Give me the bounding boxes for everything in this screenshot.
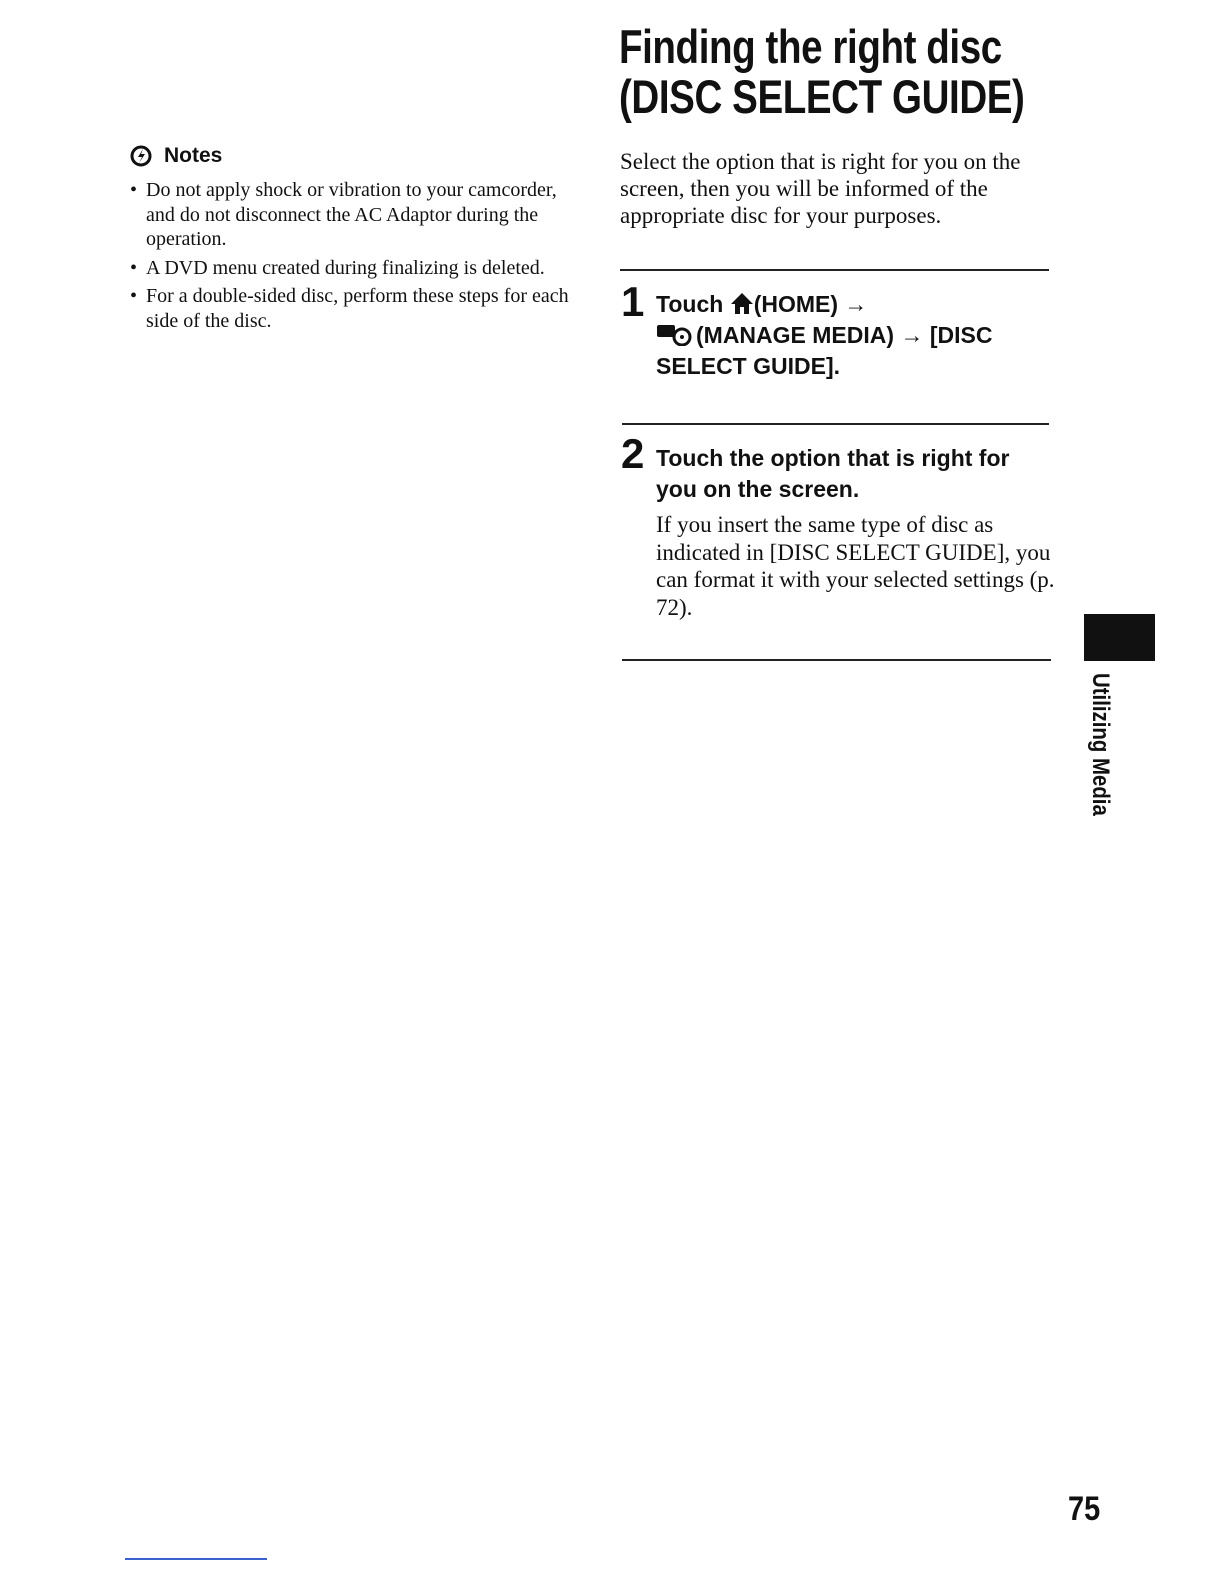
manage-media-icon bbox=[656, 322, 696, 346]
divider bbox=[622, 659, 1051, 661]
title-line-1: Finding the right disc bbox=[619, 20, 1002, 73]
home-icon bbox=[730, 291, 754, 315]
notes-section bbox=[130, 144, 570, 337]
step-2-instruction bbox=[656, 443, 1076, 505]
intro-paragraph: Select the option that is right for you on the screen, then you will be informed of the appropriate disc for your purposes. bbox=[620, 149, 1021, 228]
step-1-manage: (MANAGE MEDIA) bbox=[696, 322, 895, 348]
section-tab-text: Utilizing Media bbox=[1087, 673, 1114, 816]
step-2-line-2: you on the screen. bbox=[656, 476, 860, 502]
step-1-target-b: SELECT GUIDE]. bbox=[656, 353, 841, 379]
divider bbox=[620, 269, 1049, 271]
step-1-target-a: [DISC bbox=[929, 322, 993, 348]
step-1-touch: Touch bbox=[656, 291, 724, 317]
step-2-body: If you insert the same type of disc as indicated in [DISC SELECT GUIDE], you can format it with your selected settings (p. 72). bbox=[656, 512, 1055, 620]
note-item: • For a double-sided disc, perform these steps for each side of the disc. bbox=[130, 284, 570, 333]
step-1-instruction bbox=[656, 289, 1056, 382]
step-2-number: 2 bbox=[621, 430, 645, 477]
step-1-number: 1 bbox=[621, 278, 645, 325]
step-2-line-1: Touch the option that is right for bbox=[656, 445, 1010, 471]
footer-link-underline[interactable] bbox=[125, 1558, 267, 1560]
section-tab-label bbox=[1086, 673, 1112, 828]
arrow-icon: → bbox=[844, 291, 868, 317]
page-title bbox=[619, 22, 1078, 122]
step-1-home: (HOME) bbox=[753, 291, 839, 317]
notes-list bbox=[130, 178, 570, 333]
title-line-2: (DISC SELECT GUIDE) bbox=[619, 70, 1025, 123]
caution-icon bbox=[130, 145, 152, 167]
page-number: 75 bbox=[1068, 1490, 1101, 1528]
divider bbox=[622, 423, 1049, 425]
arrow-icon: → bbox=[900, 322, 924, 348]
notes-heading-label: Notes bbox=[164, 144, 223, 167]
note-item: • Do not apply shock or vibration to your camcorder, and do not disconnect the AC Adaptor during the operation. bbox=[130, 178, 570, 252]
notes-heading bbox=[130, 144, 570, 168]
note-item: • A DVD menu created during finalizing is deleted. bbox=[130, 256, 570, 281]
section-tab-marker bbox=[1084, 614, 1155, 661]
